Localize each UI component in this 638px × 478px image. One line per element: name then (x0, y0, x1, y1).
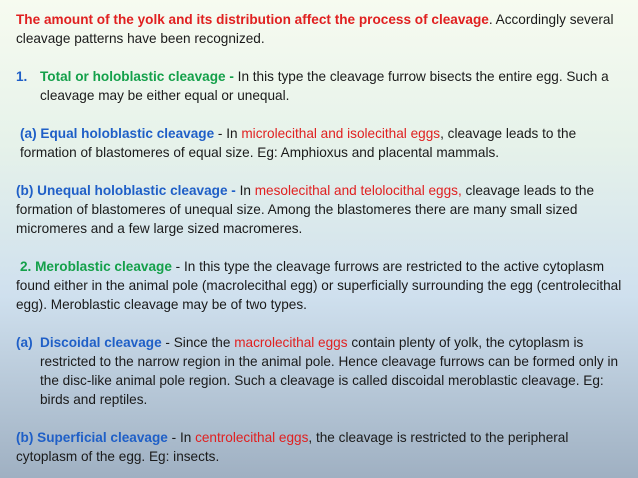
section1b-text1: In (235, 183, 255, 198)
intro-title: The amount of the yolk and its distribution affect the process of cleavage (16, 12, 489, 27)
section1a-label: (a) Equal holoblastic cleavage (20, 126, 215, 141)
section1a-text1: - In (214, 126, 242, 141)
section2-text: - In this type the cleavage furrows are restricted to the active cytoplasm found either in the animal pole (macrolecithal egg) or superficially surrounding the egg (centrolecithal egg). Meroblastic cleavage may be of two types. (16, 259, 622, 312)
section1-body (40, 67, 622, 105)
section2a-eggs: macrolecithal eggs (234, 335, 348, 350)
section2a-body (40, 333, 622, 409)
section1b-paragraph (16, 181, 622, 238)
section2a-text1: - Since the (161, 335, 235, 350)
section1a-paragraph (16, 124, 622, 162)
section2a-label: Discoidal cleavage (40, 335, 162, 350)
section1-text: In this type the cleavage furrow bisects the entire egg. Such a cleavage may be either equal or unequal. (40, 69, 609, 103)
section1b-label: (b) Unequal holoblastic cleavage - (16, 183, 236, 198)
section1a-text2: , cleavage leads to the formation of blastomeres of equal size. Eg: Amphioxus and placental mammals. (20, 126, 577, 160)
section2b-paragraph (16, 428, 622, 466)
section1-paragraph (16, 67, 622, 105)
intro-text: . Accordingly several cleavage patterns have been recognized. (16, 12, 614, 46)
section2b-text2: , the cleavage is restricted to the peripheral cytoplasm of the egg. Eg: insects. (16, 430, 569, 464)
section2a-number: (a) (16, 335, 33, 350)
section2-heading: 2. Meroblastic cleavage (20, 259, 172, 274)
section1a-eggs: microlecithal and isolecithal eggs (241, 126, 441, 141)
section2b-text1: - In (167, 430, 196, 445)
section2a-paragraph (16, 333, 622, 409)
section1-heading: Total or holoblastic cleavage - (40, 69, 234, 84)
intro-paragraph (16, 8, 622, 48)
section2-paragraph (16, 257, 622, 314)
section2b-eggs: centrolecithal eggs (195, 430, 309, 445)
section1b-eggs: mesolecithal and telolocithal eggs, (254, 183, 462, 198)
section1-number: 1. (16, 69, 28, 84)
section2b-label: (b) Superficial cleavage (16, 430, 168, 445)
section2a-text2: contain plenty of yolk, the cytoplasm is restricted to the narrow region in the animal pole. Hence cleavage furrows can be formed only in the disc-like animal pole region. Such a cleavage is called discoidal meroblastic cleavage. Eg: birds and reptiles. (40, 335, 619, 407)
section1b-text2: cleavage leads to the formation of blastomeres of unequal size. Among the blastomeres there are many small sized micromeres and a few large sized macromeres. (16, 183, 595, 236)
